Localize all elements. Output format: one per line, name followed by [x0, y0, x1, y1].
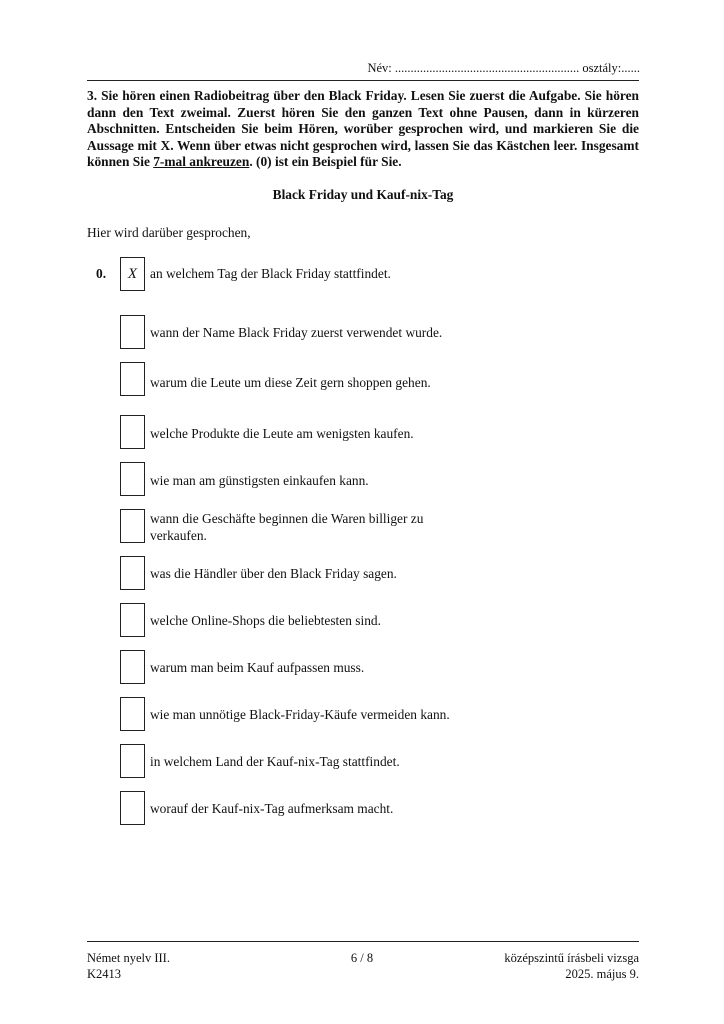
answer-checkbox[interactable]: [120, 315, 145, 349]
footer-divider: [87, 941, 639, 942]
statement-text: wie man unnötige Black-Friday-Käufe vermeiden kann.: [150, 707, 450, 722]
answer-checkbox[interactable]: [120, 415, 145, 449]
name-class-field: Név: ........................................................... osztály:......: [367, 61, 640, 75]
statement-text: wann die Geschäfte beginnen die Waren billiger zu verkaufen.: [150, 511, 424, 543]
answer-checkbox[interactable]: [120, 650, 145, 684]
answer-checkbox[interactable]: [120, 603, 145, 637]
statement-text: warum die Leute um diese Zeit gern shoppen gehen.: [150, 375, 431, 390]
footer-code: K2413: [87, 967, 122, 981]
statement-text: an welchem Tag der Black Friday stattfindet.: [150, 266, 391, 281]
statement-text: welche Online-Shops die beliebtesten sind.: [150, 613, 381, 628]
answer-checkbox[interactable]: [120, 462, 145, 496]
example-number: 0.: [96, 266, 107, 281]
footer-subject: Német nyelv III.: [87, 951, 170, 965]
instructions-text: 3. Sie hören einen Radiobeitrag über den Black Friday. Lesen Sie zuerst die Aufgabe. Sie hören dann den Text zweimal. Zuerst hören Sie den ganzen Text ohne Pausen, dann in kürzeren Abschnitten. Entscheiden Sie beim Hören, worüber gesprochen wird, und markieren Sie die Aussage mit X. Wenn über etwas nicht gesprochen wird, lassen Sie das Kästchen leer. Insgesamt können Sie: [87, 88, 639, 170]
instructions-underlined: 7-mal ankreuzen: [153, 154, 250, 170]
statement-text: worauf der Kauf-nix-Tag aufmerksam macht.: [150, 801, 394, 816]
answer-checkbox[interactable]: [120, 509, 145, 543]
page-number: 6 / 8: [350, 951, 374, 965]
instructions-text-end: . (0) ist ein Beispiel für Sie.: [249, 154, 402, 170]
header-divider: [87, 80, 639, 81]
answer-checkbox[interactable]: [120, 697, 145, 731]
task-lead: Hier wird darüber gesprochen,: [87, 225, 251, 240]
checkbox-mark: X: [127, 265, 138, 282]
statement-text: wann der Name Black Friday zuerst verwendet wurde.: [150, 325, 443, 340]
statement-text: warum man beim Kauf aufpassen muss.: [150, 660, 365, 675]
answer-checkbox[interactable]: [120, 362, 145, 396]
answer-checkbox[interactable]: [120, 791, 145, 825]
footer-exam-level: középszintű írásbeli vizsga: [504, 951, 639, 965]
statement-text: wie man am günstigsten einkaufen kann.: [150, 473, 369, 488]
answer-checkbox[interactable]: [120, 744, 145, 778]
statement-text: welche Produkte die Leute am wenigsten kaufen.: [150, 426, 414, 441]
task-title: Black Friday und Kauf-nix-Tag: [272, 187, 454, 202]
answer-checkbox[interactable]: [120, 556, 145, 590]
task-instructions: [87, 88, 639, 171]
footer-date: 2025. május 9.: [565, 967, 639, 981]
statement-text: was die Händler über den Black Friday sagen.: [150, 566, 397, 581]
answer-checkbox[interactable]: [120, 257, 145, 291]
statement-text: in welchem Land der Kauf-nix-Tag stattfindet.: [150, 754, 400, 769]
